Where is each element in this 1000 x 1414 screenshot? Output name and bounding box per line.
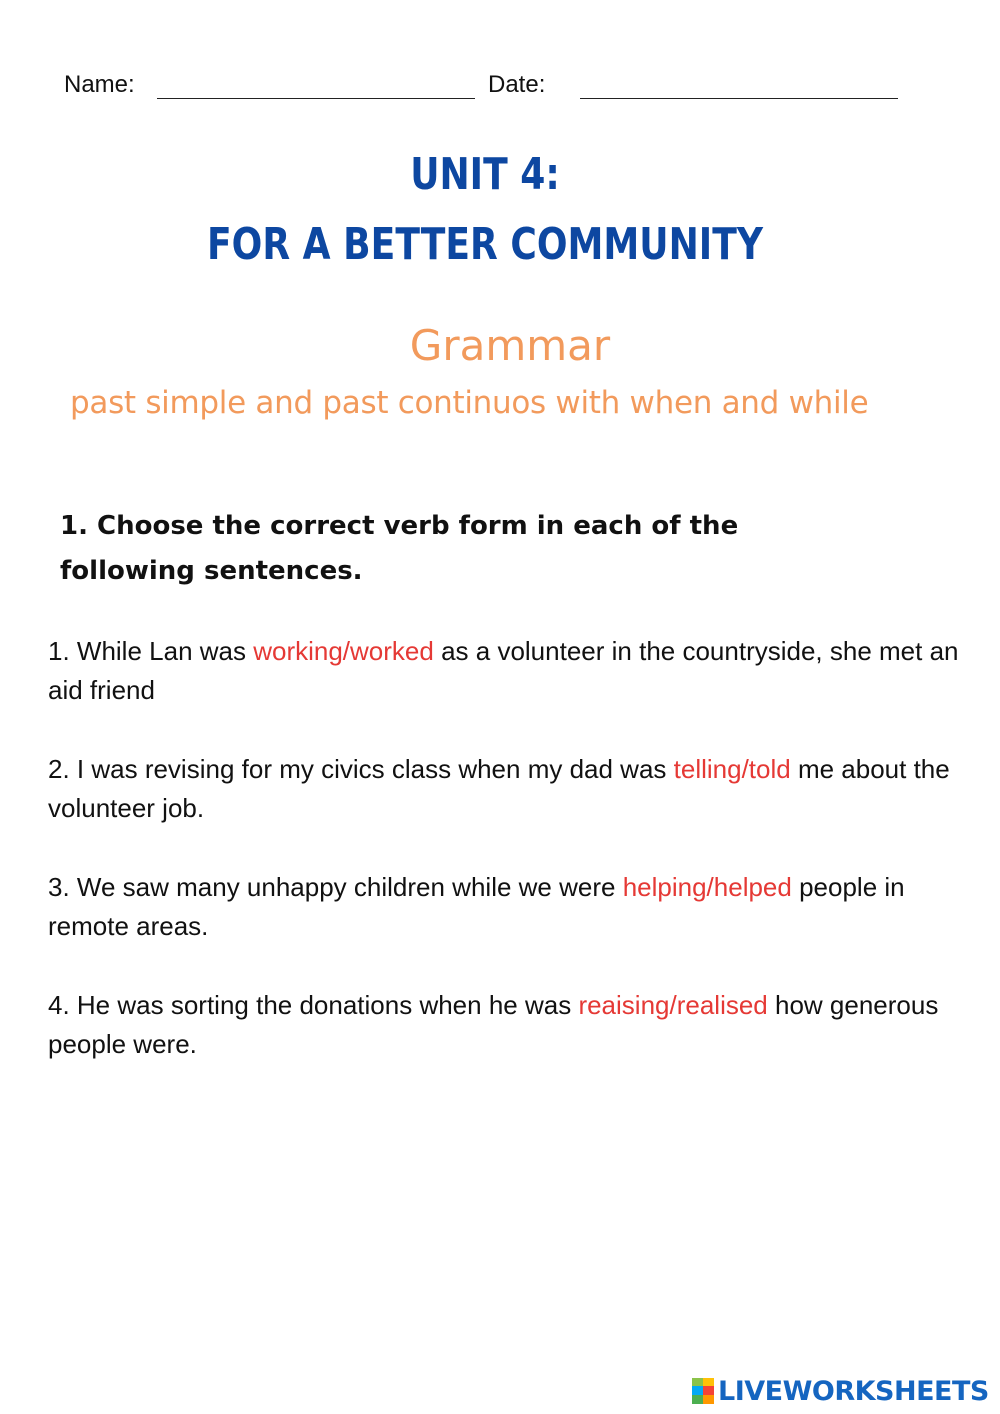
unit-title-line1: UNIT 4:: [410, 149, 560, 200]
unit-title-line2: FOR A BETTER COMMUNITY: [207, 219, 763, 270]
name-date-row: [64, 70, 924, 104]
logo-square-3: [692, 1386, 703, 1395]
liveworksheets-logo: [692, 1376, 989, 1406]
grammar-subheading: past simple and past continuos with when and while: [70, 385, 869, 421]
question-1-options[interactable]: working/worked: [253, 636, 434, 666]
question-2: [48, 750, 978, 828]
liveworksheets-brand: LIVEWORKSHEETS: [718, 1375, 989, 1407]
instruction-line1: 1. Choose the correct verb form in each of the: [60, 511, 739, 541]
question-2-before: 2. I was revising for my civics class when my dad was: [48, 754, 674, 784]
question-3-options[interactable]: helping/helped: [622, 872, 792, 902]
logo-square-4: [703, 1386, 714, 1395]
question-3-after: people in remote areas.: [48, 872, 905, 941]
logo-square-2: [703, 1378, 714, 1386]
instruction-line2: following sentences.: [60, 556, 363, 586]
liveworksheets-logo-icon: [692, 1378, 714, 1404]
question-1-before: 1. While Lan was: [48, 636, 254, 666]
name-input-line[interactable]: [157, 98, 475, 99]
logo-square-5: [692, 1395, 703, 1404]
unit-title: [87, 140, 882, 280]
question-2-after: me about the volunteer job.: [48, 754, 950, 823]
date-input-line[interactable]: [580, 98, 898, 99]
question-2-options[interactable]: telling/told: [673, 754, 791, 784]
question-3-before: 3. We saw many unhappy children while we were: [48, 872, 623, 902]
question-4-after: how generous people were.: [48, 990, 939, 1059]
question-1: [48, 632, 978, 710]
logo-square-1: [692, 1378, 703, 1386]
question-3: [48, 868, 978, 946]
question-4-before: 4. He was sorting the donations when he was: [48, 990, 579, 1020]
exercise-instruction: [60, 504, 820, 594]
name-label: Name:: [64, 71, 135, 98]
question-list: [48, 632, 978, 1104]
date-label: Date:: [488, 71, 546, 98]
question-4: [48, 986, 978, 1064]
question-4-options[interactable]: reaising/realised: [578, 990, 768, 1020]
logo-square-6: [703, 1395, 714, 1404]
grammar-heading: Grammar: [409, 321, 611, 370]
question-1-after: as a volunteer in the countryside, she met an aid friend: [48, 636, 959, 705]
